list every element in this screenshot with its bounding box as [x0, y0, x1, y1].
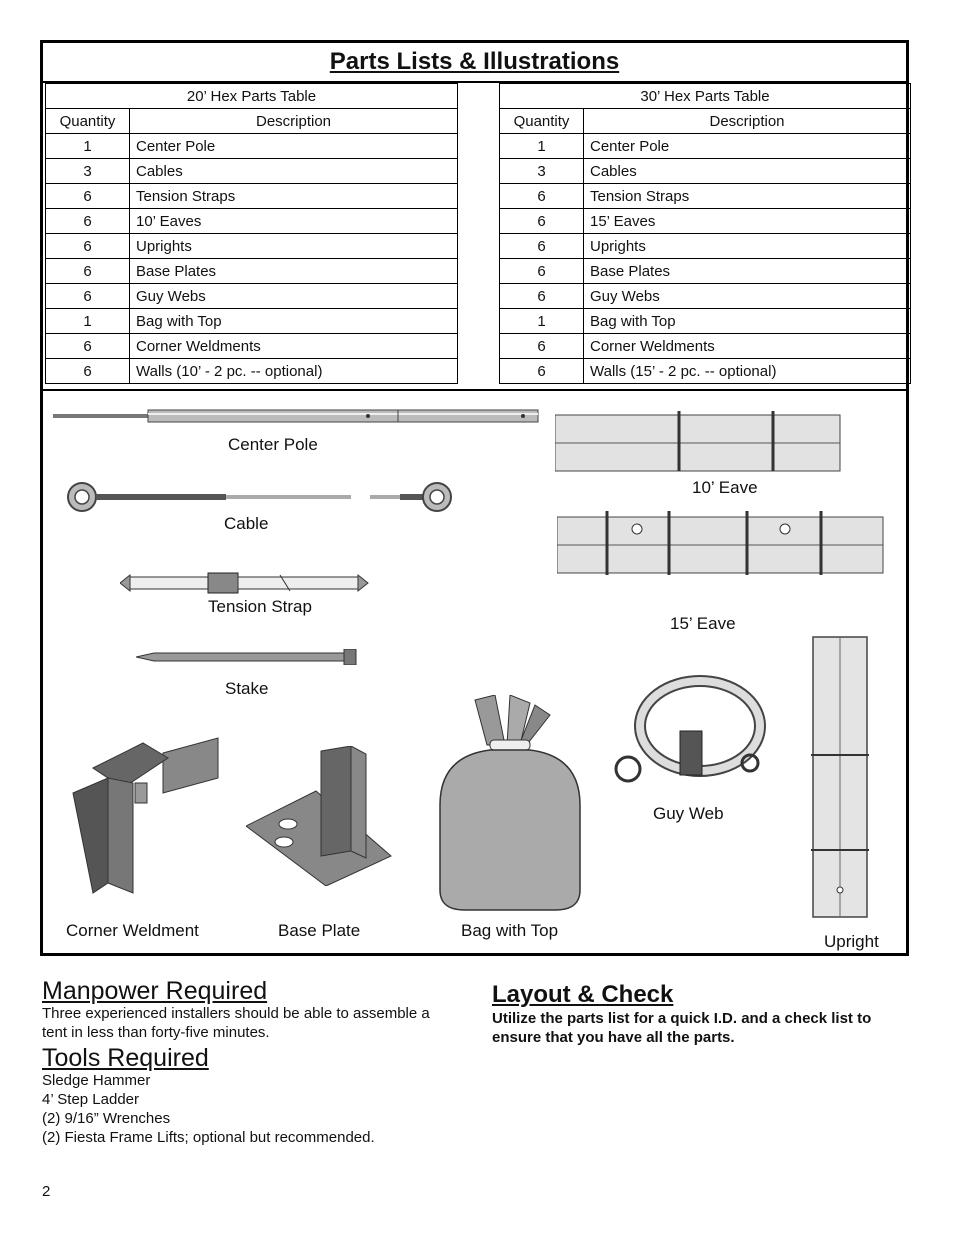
description-cell: Base Plates [130, 259, 458, 284]
tables-divider [43, 389, 906, 391]
parts-title-bar [43, 43, 906, 83]
manpower-heading: Manpower Required [42, 977, 268, 1005]
stake-label: Stake [225, 679, 269, 698]
table-row [500, 309, 911, 334]
parts-table-30 [499, 83, 911, 384]
stake-illustration [136, 649, 361, 665]
col-description-header: Description [584, 109, 911, 134]
description-cell: Cables [130, 159, 458, 184]
description-cell: Tension Straps [584, 184, 911, 209]
description-cell: Corner Weldments [130, 334, 458, 359]
description-cell: Walls (15’ - 2 pc. -- optional) [584, 359, 911, 384]
col-description-header: Description [130, 109, 458, 134]
manpower-text [42, 1004, 462, 1042]
tool-item: 4’ Step Ladder [42, 1091, 140, 1108]
quantity-cell: 6 [46, 234, 130, 259]
quantity-cell: 6 [500, 259, 584, 284]
parts-title: Parts Lists & Illustrations [329, 48, 620, 75]
parts-frame [40, 40, 909, 956]
table-row [500, 359, 911, 384]
description-cell: Bag with Top [130, 309, 458, 334]
eave-15-label: 15’ Eave [670, 614, 736, 633]
description-cell: Uprights [584, 234, 911, 259]
description-cell: Tension Straps [130, 184, 458, 209]
layout-line-2: ensure that you have all the parts. [492, 1029, 735, 1046]
eave-10-illustration [555, 411, 843, 473]
table-row [46, 309, 458, 334]
table-row [46, 134, 458, 159]
tool-item: (2) 9/16” Wrenches [42, 1110, 171, 1127]
quantity-cell: 6 [46, 359, 130, 384]
guy-web-illustration [610, 671, 775, 791]
tension-strap-illustration [120, 570, 375, 596]
quantity-cell: 1 [500, 134, 584, 159]
table-row [46, 259, 458, 284]
table-row [46, 184, 458, 209]
description-cell: Uprights [130, 234, 458, 259]
tool-item: (2) Fiesta Frame Lifts; optional but recommended. [42, 1129, 375, 1146]
guy-web-label: Guy Web [653, 804, 724, 823]
layout-heading: Layout & Check [492, 981, 674, 1008]
manpower-line-2: tent in less than forty-five minutes. [42, 1024, 270, 1041]
tool-item: Sledge Hammer [42, 1072, 151, 1089]
corner-weldment-label: Corner Weldment [66, 921, 199, 940]
description-cell: Walls (10’ - 2 pc. -- optional) [130, 359, 458, 384]
layout-line-1: Utilize the parts list for a quick I.D. and a check list to [492, 1010, 872, 1027]
quantity-cell: 6 [500, 234, 584, 259]
center-pole-label: Center Pole [228, 435, 318, 454]
table-row [500, 134, 911, 159]
quantity-cell: 6 [46, 259, 130, 284]
table-header-row [500, 109, 911, 134]
cable-illustration [65, 480, 455, 514]
cable-label: Cable [224, 514, 269, 533]
description-cell: Center Pole [584, 134, 911, 159]
bag-with-top-label: Bag with Top [461, 921, 559, 940]
table-row [500, 209, 911, 234]
quantity-cell: 6 [46, 184, 130, 209]
bag-with-top-illustration [435, 695, 585, 915]
table-caption: 20’ Hex Parts Table [46, 84, 458, 109]
table-row [46, 159, 458, 184]
description-cell: Cables [584, 159, 911, 184]
manpower-line-1: Three experienced installers should be able to assemble a [42, 1005, 430, 1022]
quantity-cell: 1 [46, 134, 130, 159]
quantity-cell: 6 [500, 284, 584, 309]
col-quantity-header: Quantity [46, 109, 130, 134]
upright-illustration [811, 635, 871, 921]
table-row [46, 359, 458, 384]
description-cell: Guy Webs [130, 284, 458, 309]
table-caption-row [500, 84, 911, 109]
quantity-cell: 6 [500, 209, 584, 234]
parts-table-20 [45, 83, 458, 384]
description-cell: Corner Weldments [584, 334, 911, 359]
description-cell: Bag with Top [584, 309, 911, 334]
quantity-cell: 6 [500, 359, 584, 384]
quantity-cell: 6 [46, 284, 130, 309]
quantity-cell: 1 [500, 309, 584, 334]
table-row [500, 334, 911, 359]
table-row [500, 159, 911, 184]
eave-15-illustration [557, 511, 887, 577]
page-number: 2 [42, 1183, 51, 1200]
quantity-cell: 3 [46, 159, 130, 184]
eave-10-label: 10’ Eave [692, 478, 758, 497]
corner-weldment-illustration [63, 733, 223, 903]
table-row [46, 234, 458, 259]
description-cell: Guy Webs [584, 284, 911, 309]
layout-text [492, 1009, 912, 1047]
table-row [500, 234, 911, 259]
quantity-cell: 6 [46, 209, 130, 234]
description-cell: 10’ Eaves [130, 209, 458, 234]
table-caption-row [46, 84, 458, 109]
quantity-cell: 6 [46, 334, 130, 359]
col-quantity-header: Quantity [500, 109, 584, 134]
base-plate-label: Base Plate [278, 921, 361, 940]
table-row [500, 184, 911, 209]
center-pole-illustration [53, 408, 543, 426]
table-row [46, 334, 458, 359]
tools-list [42, 1071, 462, 1147]
description-cell: Base Plates [584, 259, 911, 284]
table-caption: 30’ Hex Parts Table [500, 84, 911, 109]
table-row [500, 259, 911, 284]
quantity-cell: 6 [500, 184, 584, 209]
table-header-row [46, 109, 458, 134]
tools-heading: Tools Required [42, 1044, 209, 1072]
table-row [500, 284, 911, 309]
quantity-cell: 3 [500, 159, 584, 184]
quantity-cell: 1 [46, 309, 130, 334]
base-plate-illustration [246, 746, 394, 886]
quantity-cell: 6 [500, 334, 584, 359]
tension-strap-label: Tension Strap [208, 597, 312, 616]
table-row [46, 209, 458, 234]
upright-label: Upright [824, 932, 879, 951]
description-cell: 15’ Eaves [584, 209, 911, 234]
table-row [46, 284, 458, 309]
description-cell: Center Pole [130, 134, 458, 159]
